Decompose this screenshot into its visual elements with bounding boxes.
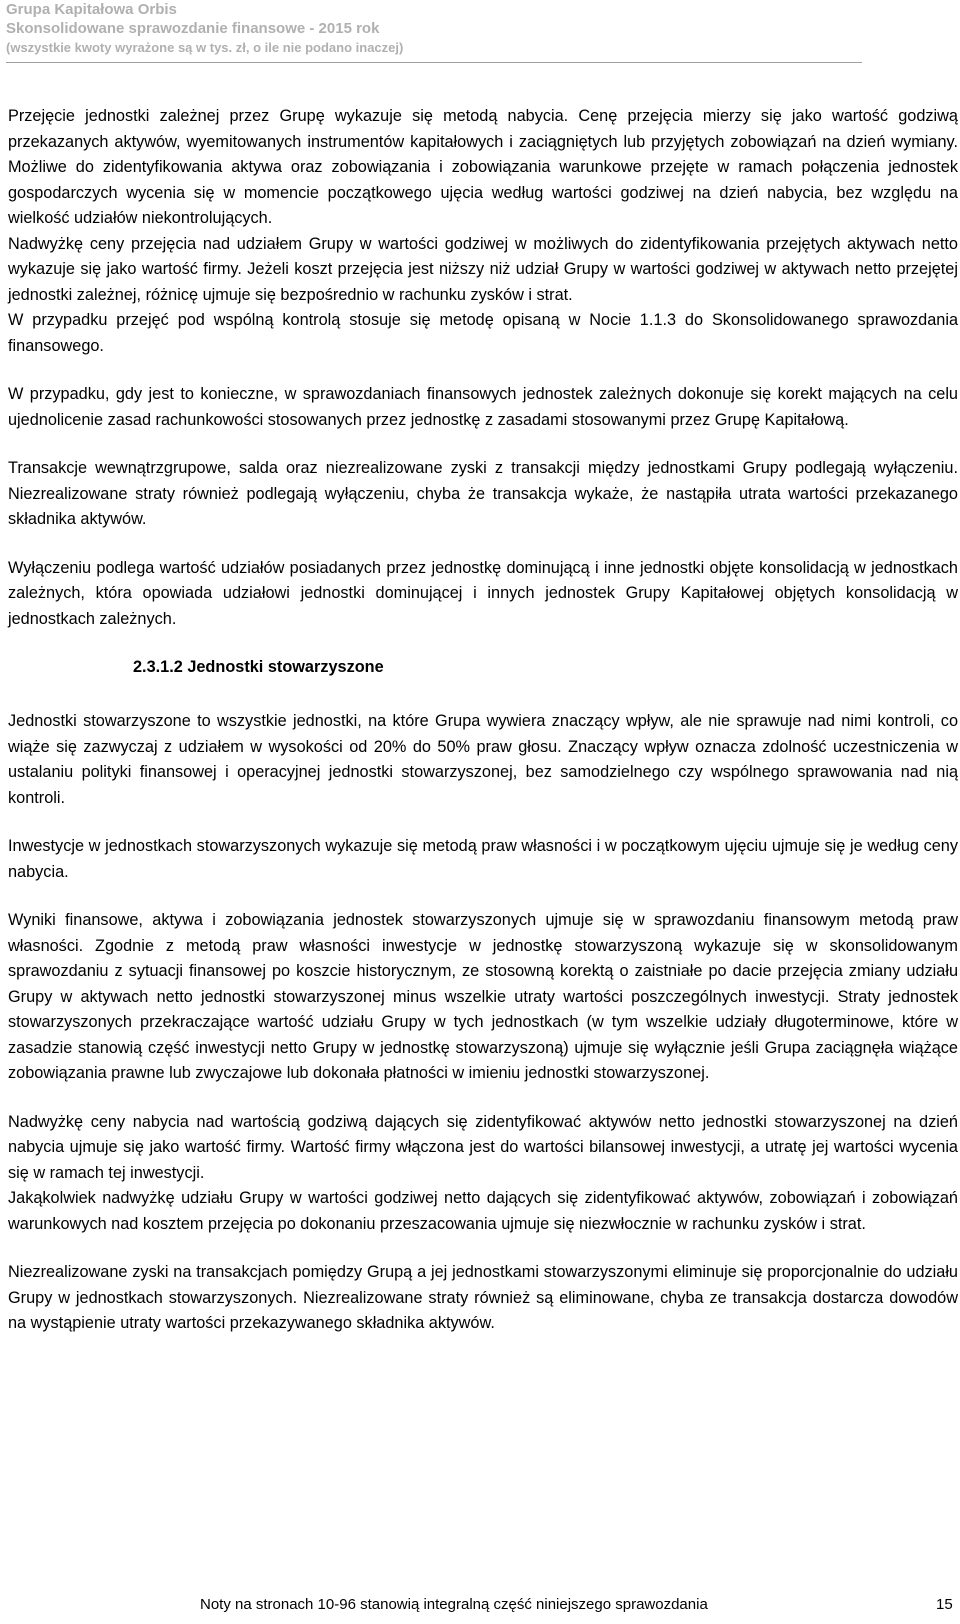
amounts-note: (wszystkie kwoty wyrażone są w tys. zł, o ile nie podano inaczej) <box>6 40 404 55</box>
page-number: 15 <box>936 1596 953 1613</box>
page-footer <box>0 1596 960 1618</box>
paragraph-associate-goodwill: Nadwyżkę ceny nabycia nad wartością godziwą dających się zidentyfikować aktywów netto jednostki stowarzyszonej na dzień nabycia ujmuje się jako wartość firmy. Wartość firmy włączona jest do wartości bilansowej inwestycji, a utratę jej wartości wycenia się w ramach tej inwestycji. <box>8 1112 958 1182</box>
paragraph-common-control: W przypadku przejęć pod wspólną kontrolą stosuje się metodę opisaną w Nocie 1.1.3 do Skonsolidowanego sprawozdania finansowego. <box>8 311 958 355</box>
paragraph-associates-investments: Inwestycje w jednostkach stowarzyszonych wykazuje się metodą praw własności i w początkowym ujęciu ujmuje się je według ceny nabycia. <box>8 837 958 881</box>
paragraph-accounting-adjustments: W przypadku, gdy jest to konieczne, w sprawozdaniach finansowych jednostek zależnych dokonuje się korekt mających na celu ujednolicenie zasad rachunkowości stosowanych przez jednostkę z zasadami stosowanymi przez Grupę Kapitałową. <box>8 385 958 429</box>
report-title: Skonsolidowane sprawozdanie finansowe - 2015 rok <box>6 20 380 37</box>
paragraph-goodwill: Nadwyżkę ceny przejęcia nad udziałem Grupy w wartości godziwej w możliwych do zidentyfikowania przejętych aktywach netto wykazuje się jako wartość firmy. Jeżeli koszt przejęcia jest niższy niż udział Grupy w wartości godziwej w aktywach netto przejętej jednostki zależnej, różnicę ujmuje się bezpośrednio w rachunku zysków i strat. <box>8 234 958 304</box>
paragraph-equity-method: Wyniki finansowe, aktywa i zobowiązania jednostek stowarzyszonych ujmuje się w sprawozdaniu finansowym metodą praw własności. Zgodnie z metodą praw własności inwestycje w jednostkę stowarzyszoną wykazuje się w skonsolidowanym sprawozdaniu z sytuacji finansowej po koszcie historycznym, ze stosowną korektą o zaistniałe po dacie przejęcia zmiany udziału Grupy w aktywach netto jednostki stowarzyszonej minus wszelkie utraty wartości poszczególnych inwestycji. Straty jednostek stowarzyszonych przekraczające wartość udziału Grupy w tych jednostkach (w tym wszelkie udziały długoterminowe, które w zasadzie stanowią część inwestycji netto Grupy w jednostkę stowarzyszoną) ujmuje się wyłącznie jeśli Grupa zaciągnęła wiążące zobowiązania prawne lub zwyczajowe lub dokonała płatności w imieniu jednostki stowarzyszonej. <box>8 911 958 1082</box>
document-body <box>8 104 958 1360</box>
paragraph-associates-definition: Jednostki stowarzyszone to wszystkie jednostki, na które Grupa wywiera znaczący wpływ, ale nie sprawuje nad nimi kontroli, co wiąże się zazwyczaj z udziałem w wysokości od 20% do 50% praw głosu. Znaczący wpływ oznacza zdolność uczestniczenia w ustalaniu polityki finansowej i operacyjnej jednostki stowarzyszonej, bez samodzielnego czy wspólnego sprawowania nad nią kontroli. <box>8 712 958 807</box>
paragraph-elimination: Wyłączeniu podlega wartość udziałów posiadanych przez jednostkę dominującą i inne jednostki objęte konsolidacją w jednostkach zależnych, która opowiada udziałowi jednostki dominującej i innych jednostek Grupy Kapitałowej objętych konsolidacją w jednostkach zależnych. <box>8 558 958 628</box>
paragraph-negative-goodwill: Jakąkolwiek nadwyżkę udziału Grupy w wartości godziwej netto dających się zidentyfikować aktywów, zobowiązań i zobowiązań warunkowych nad kosztem przejęcia po dokonaniu przeszacowania ujmuje się niezwłocznie w rachunku zysków i strat. <box>8 1189 958 1233</box>
page-header <box>6 0 862 63</box>
section-heading: 2.3.1.2 Jednostki stowarzyszone <box>133 658 384 676</box>
footer-note: Noty na stronach 10-96 stanowią integralną część niniejszego sprawozdania <box>200 1596 708 1613</box>
paragraph-unrealised-gains: Niezrealizowane zyski na transakcjach pomiędzy Grupą a jej jednostkami stowarzyszonymi eliminuje się proporcjonalnie do udziału Grupy w jednostkach stowarzyszonych. Niezrealizowane straty również są eliminowane, chyba ze transakcja dostarcza dowodów na wystąpienie utraty wartości przekazywanego składnika aktywów. <box>8 1263 958 1332</box>
paragraph-intragroup-transactions: Transakcje wewnątrzgrupowe, salda oraz niezrealizowane zyski z transakcji między jednostkami Grupy podlegają wyłączeniu. Niezrealizowane straty również podlegają wyłączeniu, chyba że transakcja wykaże, że nastąpiła utrata wartości przekazanego składnika aktywów. <box>8 459 958 528</box>
paragraph-acquisition-method: Przejęcie jednostki zależnej przez Grupę wykazuje się metodą nabycia. Cenę przejęcia mierzy się jako wartość godziwą przekazanych aktywów, wyemitowanych instrumentów kapitałowych i zaciągniętych lub przyjętych zobowiązań na dzień wymiany. Możliwe do zidentyfikowania aktywa oraz zobowiązania i zobowiązania warunkowe przejęte w ramach połączenia jednostek gospodarczych wycenia się w momencie początkowego ujęcia według wartości godziwej na dzień nabycia, bez względu na wielkość udziałów niekontrolujących. <box>8 107 958 227</box>
company-name: Grupa Kapitałowa Orbis <box>6 1 177 18</box>
